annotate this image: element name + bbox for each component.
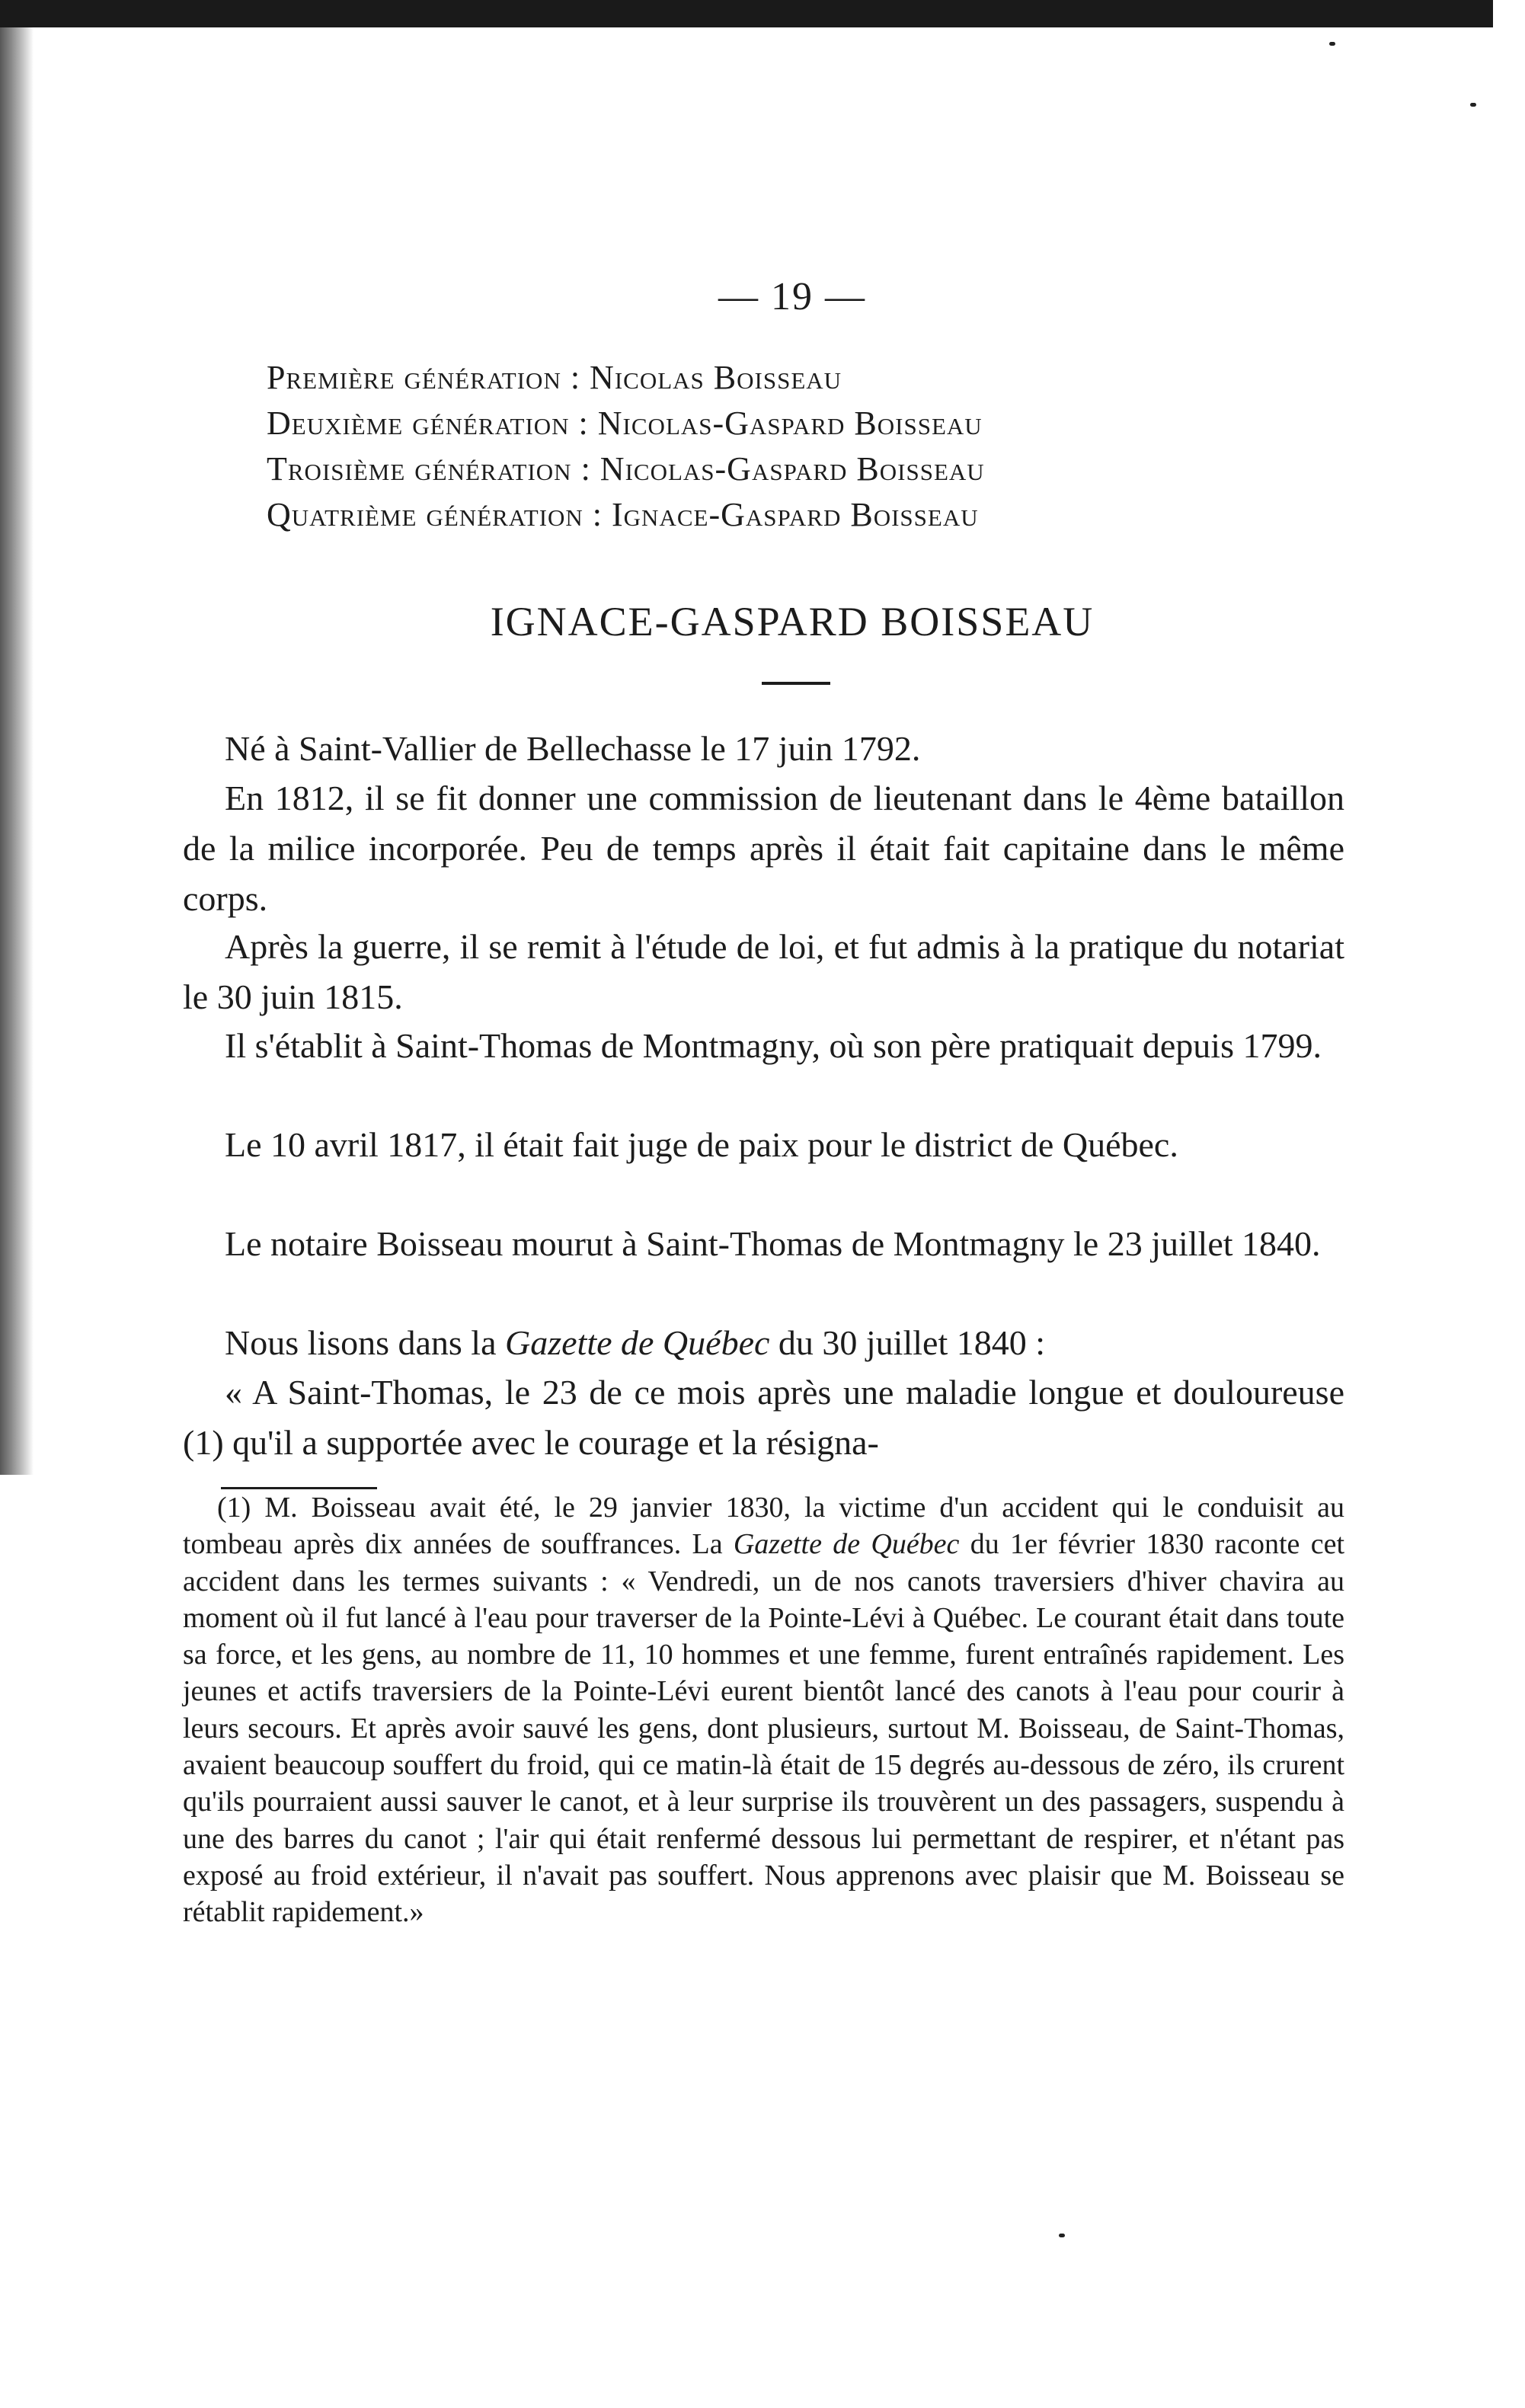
paragraph-quote: « A Saint-Thomas, le 23 de ce mois après une maladie longue et douloureuse (1) qu'il a supportée avec le courage et la résigna- (183, 1373, 1344, 1462)
gazette-title: Gazette de Québec (505, 1323, 770, 1362)
top-border (0, 0, 1493, 27)
generation-line-3: Troisième génération : Nicolas-Gaspard Boisseau (267, 450, 985, 488)
gazette-intro: Nous lisons dans la (225, 1323, 505, 1362)
paragraph-judge: Le 10 avril 1817, il était fait juge de paix pour le district de Québec. (225, 1125, 1178, 1164)
paragraph-notary: Après la guerre, il se remit à l'étude de loi, et fut admis à la pratique du notariat le 30 juin 1815. (183, 927, 1344, 1016)
generation-line-1: Première génération : Nicolas Boisseau (267, 359, 842, 396)
footnote-gazette-title: Gazette de Québec (733, 1528, 960, 1561)
ink-speck (1059, 2234, 1065, 2237)
heading-divider (762, 682, 830, 685)
paragraph-gazette (183, 1318, 1344, 1368)
paragraph-death: Le notaire Boisseau mourut à Saint-Thomas de Montmagny le 23 juillet 1840. (225, 1224, 1321, 1263)
gazette-date: du 30 juillet 1840 : (769, 1323, 1046, 1362)
page-number: — 19 — (718, 275, 866, 318)
ink-speck (1329, 42, 1335, 46)
footnote-text-1: M. Boisseau avait été, le 29 janvier 1830, la victime d'un accident qui le conduisit au tombeau après dix années de souffrances. La (183, 1492, 1344, 1561)
binding-shadow (0, 27, 34, 1475)
generation-line-2: Deuxième génération : Nicolas-Gaspard Boisseau (267, 405, 983, 442)
footnote (183, 1489, 1344, 1931)
ink-speck (1470, 103, 1476, 107)
generation-line-4: Quatrième génération : Ignace-Gaspard Boisseau (267, 496, 979, 533)
paragraph-militia: En 1812, il se fit donner une commission de lieutenant dans le 4ème bataillon de la milice incorporée. Peu de temps après il était fait capitaine dans le même corps. (183, 779, 1344, 918)
footnote-marker: (1) (217, 1492, 251, 1524)
footnote-text-2: du 1er février 1830 raconte cet accident dans les termes suivants : « Vendredi, un de nos canots traversiers d'hiver chavira au moment où il fut lancé à l'eau pour traverser de la Pointe-Lévi à Québec. Le courant était dans toute sa force, et les gens, au nombre de 11, 10 hommes et une femme, furent entraînés rapidement. Les jeunes et actifs traversiers de la Pointe-Lévi eurent bientôt lancé des canots à l'eau pour courir à leurs secours. Et après avoir sauvé les gens, dont plusieurs, surtout M. Boisseau, de Saint-Thomas, avaient beaucoup souffert du froid, qui ce matin-là était de 15 degrés au-dessous de zéro, ils crurent qu'ils pourraient aussi sauver le canot, et à leur surprise ils trouvèrent un des passagers, suspendu à une des barres du canot ; l'air qui était renfermé dessous lui permettant de respirer, et n'étant pas exposé au froid extérieur, il n'avait pas souffert. Nous apprenons avec plaisir que M. Boisseau se rétablit rapidement.» (183, 1528, 1344, 1929)
paragraph-birth: Né à Saint-Vallier de Bellechasse le 17 juin 1792. (225, 729, 921, 768)
paragraph-montmagny: Il s'établit à Saint-Thomas de Montmagny, où son père pratiquait depuis 1799. (225, 1026, 1322, 1065)
section-heading: IGNACE-GASPARD BOISSEAU (490, 599, 1095, 644)
